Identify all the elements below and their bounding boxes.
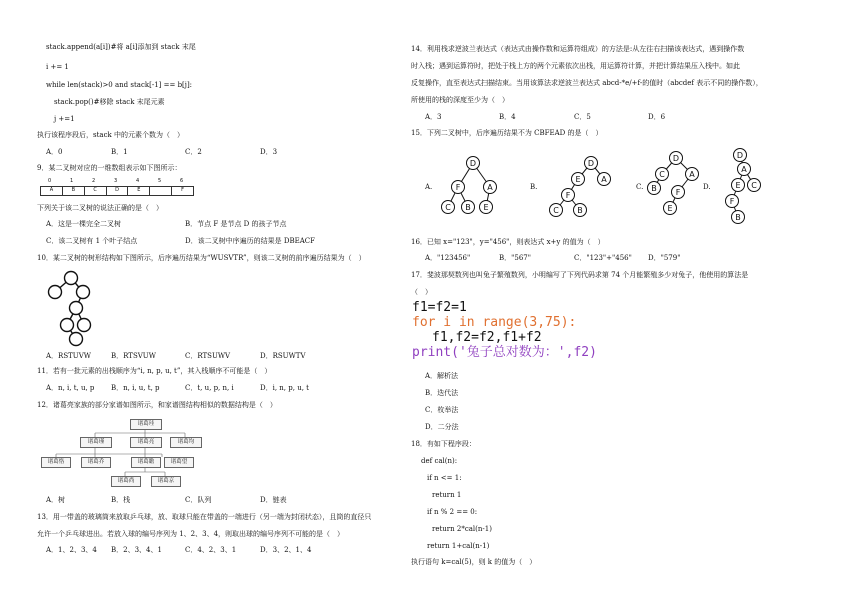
code-line: if n % 2 == 0: — [427, 508, 478, 516]
q8-option-d: D．3 — [260, 148, 278, 156]
q17-option-c: C．枚举法 — [425, 406, 459, 414]
svg-text:E: E — [483, 203, 489, 212]
q8-option-c: C．2 — [185, 148, 202, 156]
q16-option-a: A．"123456" — [425, 254, 471, 262]
q10-option-b: B．RTSVUW — [111, 352, 156, 360]
q13-option-b: B．2、3、4、1 — [111, 546, 162, 554]
code-line: for i in range(3,75): — [412, 315, 577, 330]
svg-text:C: C — [553, 206, 559, 215]
q15-stem: 15．下列二叉树中，后序遍历结果不为 CBFEAD 的是（ ） — [411, 129, 603, 137]
array-index: 2 — [92, 178, 96, 184]
q11-option-b: B．n, i, u, t, p — [111, 384, 160, 392]
q12-option-b: B．栈 — [111, 496, 131, 504]
q14-stem: 反复操作，直至表达式扫描结束。当用该算法求逆波兰表达式 abcd-*e/+f-的值时（abcdef 表示不同的操作数）， — [411, 79, 763, 87]
family-node: 诸葛乔 — [81, 457, 111, 468]
svg-text:B: B — [735, 213, 741, 222]
q14-option-c: C．5 — [574, 113, 591, 121]
q16-option-c: C．"123"+"456" — [574, 254, 632, 262]
q10-option-c: C．RTSUWV — [185, 352, 231, 360]
q11-option-d: D．i, n, p, u, t — [260, 384, 309, 392]
svg-text:D: D — [672, 154, 680, 163]
q15-label-b: B. — [530, 183, 538, 191]
q9-option-b: B．节点 F 是节点 D 的孩子节点 — [185, 220, 287, 228]
array-cell: C — [85, 187, 107, 195]
q9-stem: 9．某二叉树对应的一维数组表示如下图所示： — [37, 164, 182, 172]
q13-option-a: A．1、2、3、4 — [46, 546, 97, 554]
family-node: 诸葛望 — [164, 457, 194, 468]
code-line: stack.pop()#移除 stack 末尾元素 — [54, 98, 165, 106]
array-cell: B — [63, 187, 85, 195]
svg-text:E: E — [735, 181, 741, 190]
q15-tree-a — [438, 155, 508, 217]
svg-text:C: C — [445, 203, 451, 212]
q12-option-d: D．链表 — [260, 496, 287, 504]
q17-option-d: D．二分法 — [425, 423, 459, 431]
svg-text:A: A — [689, 170, 695, 179]
svg-text:E: E — [575, 175, 581, 184]
q18-stem: 18．有如下程序段： — [411, 440, 476, 448]
q12-stem: 12．诸葛亮家族的部分家谱如图所示，和家谱图结构相似的数据结构是（ ） — [37, 401, 277, 409]
code-line: return 1+cal(n-1) — [427, 542, 490, 550]
code-line: i += 1 — [46, 63, 69, 71]
svg-text:A: A — [487, 183, 493, 192]
q13-stem-cont: 允许一个乒乓球进出。若放入球的编号序列为 1、2、3、4，则取出球的编号序列不可能的是（ ） — [37, 530, 345, 538]
array-index: 1 — [70, 178, 74, 184]
family-node: 诸葛恪 — [41, 457, 71, 468]
array-cell: F — [181, 187, 185, 193]
svg-text:D: D — [587, 159, 595, 168]
q11-option-c: C．t, u, p, n, i — [185, 384, 234, 392]
svg-text:A: A — [601, 175, 607, 184]
array-cell — [150, 187, 172, 195]
svg-text:C: C — [659, 170, 665, 179]
q16-option-b: B．"567" — [499, 254, 531, 262]
q12-family-tree — [40, 416, 195, 490]
array-cell: D — [107, 187, 129, 195]
q9-option-d: D．该二叉树中序遍历的结果是 DBEACF — [185, 237, 315, 245]
q11-option-a: A．n, i, t, u, p — [46, 384, 95, 392]
family-node: 诸葛瞻 — [131, 457, 161, 468]
family-node: 诸葛尚 — [111, 476, 141, 487]
q9-array-table — [40, 178, 192, 195]
q14-stem: 时入栈；遇到运算符时，把处于栈上方的两个元素依次出栈，用运算符计算，并把计算结果压入栈中。如此 — [411, 62, 740, 70]
q14-option-a: A．3 — [425, 113, 442, 121]
code-line: stack.append(a[i])#将 a[i]添加到 stack 末尾 — [46, 43, 196, 51]
svg-text:B: B — [465, 203, 471, 212]
q15-label-d: D. — [703, 183, 711, 191]
q8-stem: 执行该程序段后，stack 中的元素个数为（ ） — [37, 131, 184, 139]
svg-text:F: F — [675, 188, 681, 197]
q15-tree-b — [546, 155, 616, 219]
array-index: 0 — [48, 178, 52, 184]
code-line: f1=f2=1 — [412, 300, 467, 315]
code-line: j +=1 — [54, 115, 75, 123]
q14-option-b: B．4 — [499, 113, 516, 121]
q10-stem: 10．某二叉树的树形结构如下图所示，后序遍历结果为“WUSVTR”，则该二叉树的前序遍历结果为（ ） — [37, 254, 366, 262]
array-cell: A — [41, 187, 63, 195]
q8-option-a: A．0 — [46, 148, 63, 156]
svg-text:B: B — [651, 184, 657, 193]
code-line: return 2*cal(n-1) — [432, 525, 492, 533]
svg-text:F: F — [455, 183, 461, 192]
q17-option-a: A．解析法 — [425, 372, 459, 380]
q8-option-b: B．1 — [111, 148, 128, 156]
family-node: 诸葛均 — [170, 437, 202, 448]
q10-option-d: D．RSUWTV — [260, 352, 306, 360]
svg-text:E: E — [667, 204, 673, 213]
array-index: 5 — [158, 178, 162, 184]
svg-text:F: F — [729, 197, 735, 206]
q15-label-c: C. — [636, 183, 644, 191]
code-line: while len(stack)>0 and stack[-1] == b[j]: — [46, 81, 193, 89]
q13-stem: 13．用一带盖的玻璃筒来放取乒乓球，放、取球只能在带盖的一端进行（另一端为封闭状态），且筒的直径只 — [37, 513, 372, 521]
q18-end: 执行语句 k=cal(5)，则 k 的值为（ ） — [411, 558, 537, 566]
svg-text:F: F — [565, 191, 571, 200]
code-line: def cal(n): — [421, 457, 458, 465]
family-node: 诸葛珪 — [130, 419, 162, 430]
array-index: 3 — [114, 178, 118, 184]
code-line: print('兔子总对数为：',f2) — [412, 345, 597, 360]
code-line: if n <= 1: — [427, 474, 462, 482]
svg-text:A: A — [741, 165, 747, 174]
q15-tree-d — [722, 147, 762, 229]
q10-option-a: A．RSTUVW — [46, 352, 91, 360]
q10-tree-diagram — [36, 270, 96, 346]
q15-tree-c — [648, 150, 708, 220]
q14-stem: 14．利用栈求逆波兰表达式（表达式由操作数和运算符组成）的方法是:从左往右扫描该表达式，遇到操作数 — [411, 45, 745, 53]
code-line: return 1 — [432, 491, 462, 499]
q9-sub: 下列关于该二叉树的说法正确的是（ ） — [37, 204, 163, 212]
q13-option-d: D．3、2、1、4 — [260, 546, 312, 554]
q14-stem: 所使用的栈的深度至少为（ ） — [411, 96, 509, 104]
q11-stem: 11．若有一批元素的出栈顺序为“i, n, p, u, t”，其入栈顺序不可能是（ ） — [37, 367, 272, 375]
svg-text:C: C — [751, 181, 757, 190]
q17-stem: 17．斐波那契数列也叫兔子繁殖数列，小明编写了下列代码求第 74 个月能繁殖多少对兔子，他使用的算法是 — [411, 271, 749, 279]
svg-text:B: B — [577, 206, 583, 215]
q9-option-c: C．该二叉树有 1 个叶子结点 — [46, 237, 138, 245]
svg-text:D: D — [469, 159, 477, 168]
q17-paren: （ ） — [411, 288, 432, 296]
q9-option-a: A．这是一棵完全二叉树 — [46, 220, 122, 228]
q15-label-a: A. — [425, 183, 433, 191]
family-node: 诸葛瑾 — [80, 437, 112, 448]
family-node: 诸葛亮 — [130, 437, 162, 448]
array-index: 4 — [136, 178, 140, 184]
q17-option-b: B．迭代法 — [425, 389, 459, 397]
q13-option-c: C．4、2、3、1 — [185, 546, 237, 554]
q16-stem: 16．已知 x="123"，y="456"，则表达式 x+y 的值为（ ） — [411, 238, 605, 246]
q16-option-d: D．"579" — [648, 254, 681, 262]
q12-option-c: C．队列 — [185, 496, 212, 504]
array-index: 6 — [180, 178, 184, 184]
family-node: 诸葛京 — [151, 476, 181, 487]
q14-option-d: D．6 — [648, 113, 666, 121]
code-line: f1,f2=f2,f1+f2 — [432, 330, 542, 345]
array-cell: E — [128, 187, 150, 195]
q12-option-a: A．树 — [46, 496, 66, 504]
svg-text:D: D — [736, 151, 744, 160]
